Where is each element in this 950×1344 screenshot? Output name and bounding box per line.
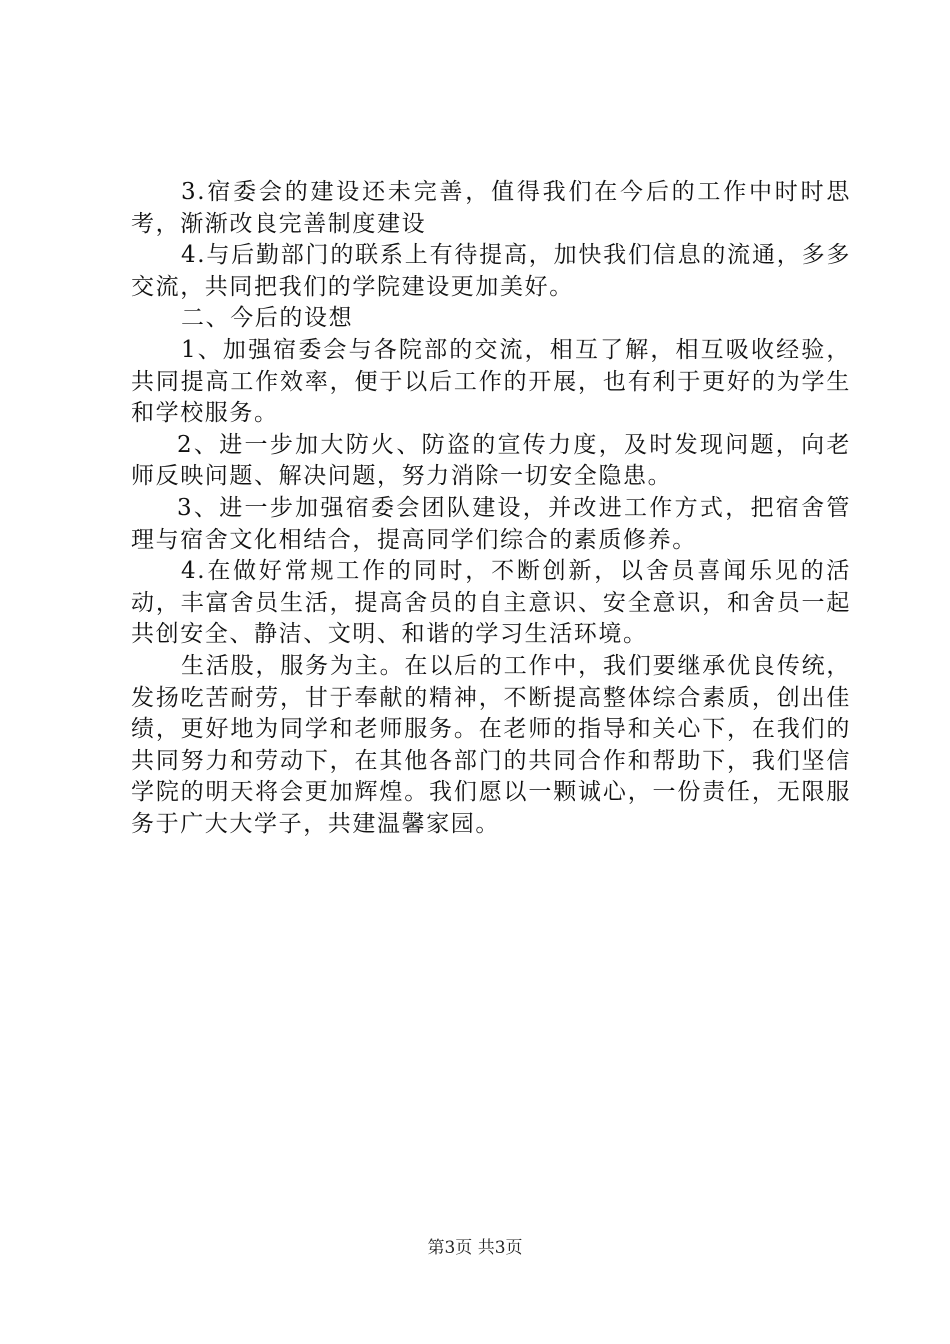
document-body (131, 177, 851, 840)
paragraph-plan-1: 1、加强宿委会与各院部的交流，相互了解，相互吸收经验，共同提高工作效率，便于以后工作的开展，也有利于更好的为学生和学校服务。 (131, 336, 851, 427)
paragraph-plan-3: 3、进一步加强宿委会团队建设，并改进工作方式，把宿舍管理与宿舍文化相结合，提高同学们综合的素质修养。 (131, 494, 851, 553)
paragraph-item-3-note: 3.宿委会的建设还未完善，值得我们在今后的工作中时时思考，渐渐改良完善制度建设 (131, 179, 851, 237)
section-heading-future-plans: 二、今后的设想 (181, 305, 354, 332)
paragraph-plan-4: 4.在做好常规工作的同时，不断创新，以舍员喜闻乐见的活动，丰富舍员生活，提高舍员的自主意识、安全意识，和舍员一起共创安全、静洁、文明、和谐的学习生活环境。 (131, 558, 851, 648)
paragraph-conclusion: 生活股，服务为主。在以后的工作中，我们要继承优良传统，发扬吃苦耐劳，甘于奉献的精神，不断提高整体综合素质，创出佳绩，更好地为同学和老师服务。在老师的指导和关心下，在我们的共同努力和劳动下，在其他各部门的共同合作和帮助下，我们坚信学院的明天将会更加辉煌。我们愿以一颗诚心，一份责任，无限服务于广大大学子，共建温馨家园。 (131, 652, 851, 837)
paragraph-plan-2: 2、进一步加大防火、防盗的宣传力度，及时发现问题，向老师反映问题、解决问题，努力消除一切安全隐患。 (131, 431, 851, 490)
page-number-footer: 第3页 共3页 (427, 1238, 523, 1258)
paragraph-item-4-note: 4.与后勤部门的联系上有待提高，加快我们信息的流通，多多交流，共同把我们的学院建设更加美好。 (131, 242, 851, 300)
